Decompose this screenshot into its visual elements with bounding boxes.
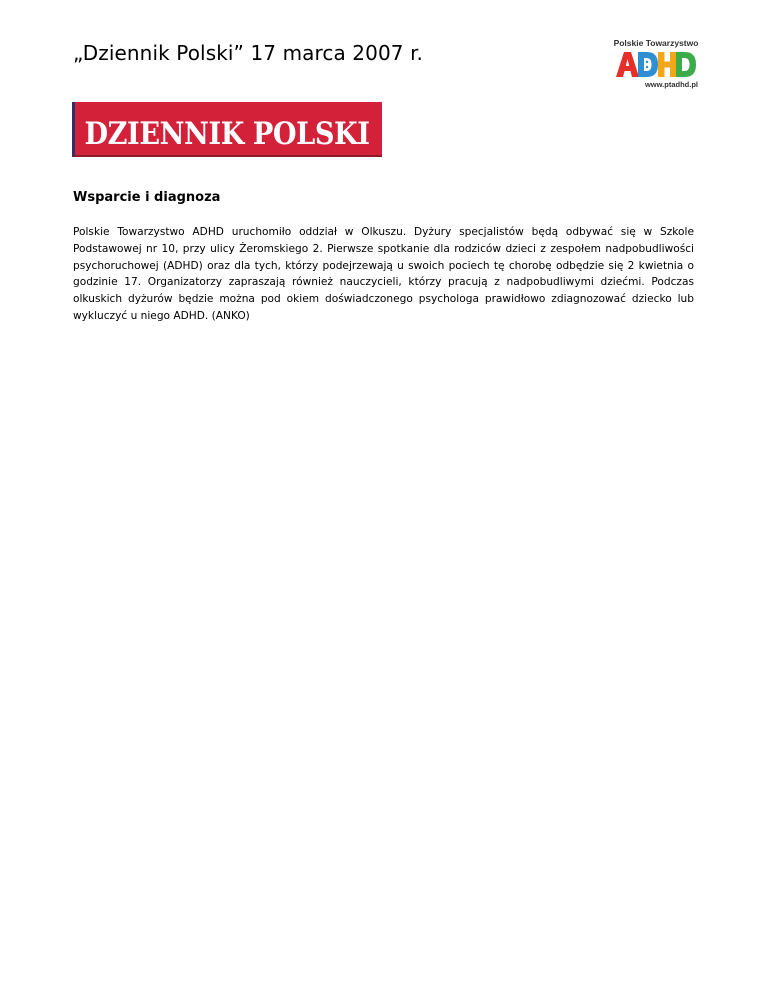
adhd-letter-h bbox=[658, 52, 677, 77]
adhd-letter-d1 bbox=[638, 52, 658, 77]
dziennik-polski-masthead bbox=[72, 102, 382, 157]
masthead-wordmark bbox=[75, 102, 380, 155]
article-heading: Wsparcie i diagnoza bbox=[73, 190, 221, 205]
org-url: www.ptadhd.pl bbox=[644, 80, 698, 89]
page-title: „Dziennik Polski” 17 marca 2007 r. bbox=[73, 41, 424, 65]
ptadhd-logo bbox=[600, 38, 712, 92]
adhd-letter-a bbox=[616, 52, 639, 77]
org-name: Polskie Towarzystwo bbox=[613, 38, 699, 48]
adhd-logo-mark bbox=[614, 50, 698, 78]
article-body: Polskie Towarzystwo ADHD uruchomiło oddział w Olkuszu. Dyżury specjalistów będą odbywać się w Szkole Podstawowej nr 10, przy ulicy Żeromskiego 2. Pierwsze spotkanie dla rodziców dzieci z zespołem nadpobudliwości psychoruchowej (ADHD) oraz dla tych, którzy podejrzewają u swoich pociech tę chorobę odbędzie się 2 kwietnia o godzinie 17. Organizatorzy zapraszają również nauczycieli, którzy pracują z nadpobudliwymi dziećmi. Podczas olkuskich dyżurów będzie można pod okiem doświadczonego psychologa prawidłowo zdiagnozować dziecko lub wykluczyć u niego ADHD. (ANKO) bbox=[73, 226, 694, 322]
masthead-text: DZIENNIK POLSKI bbox=[84, 116, 370, 152]
adhd-letter-d2 bbox=[676, 52, 696, 77]
